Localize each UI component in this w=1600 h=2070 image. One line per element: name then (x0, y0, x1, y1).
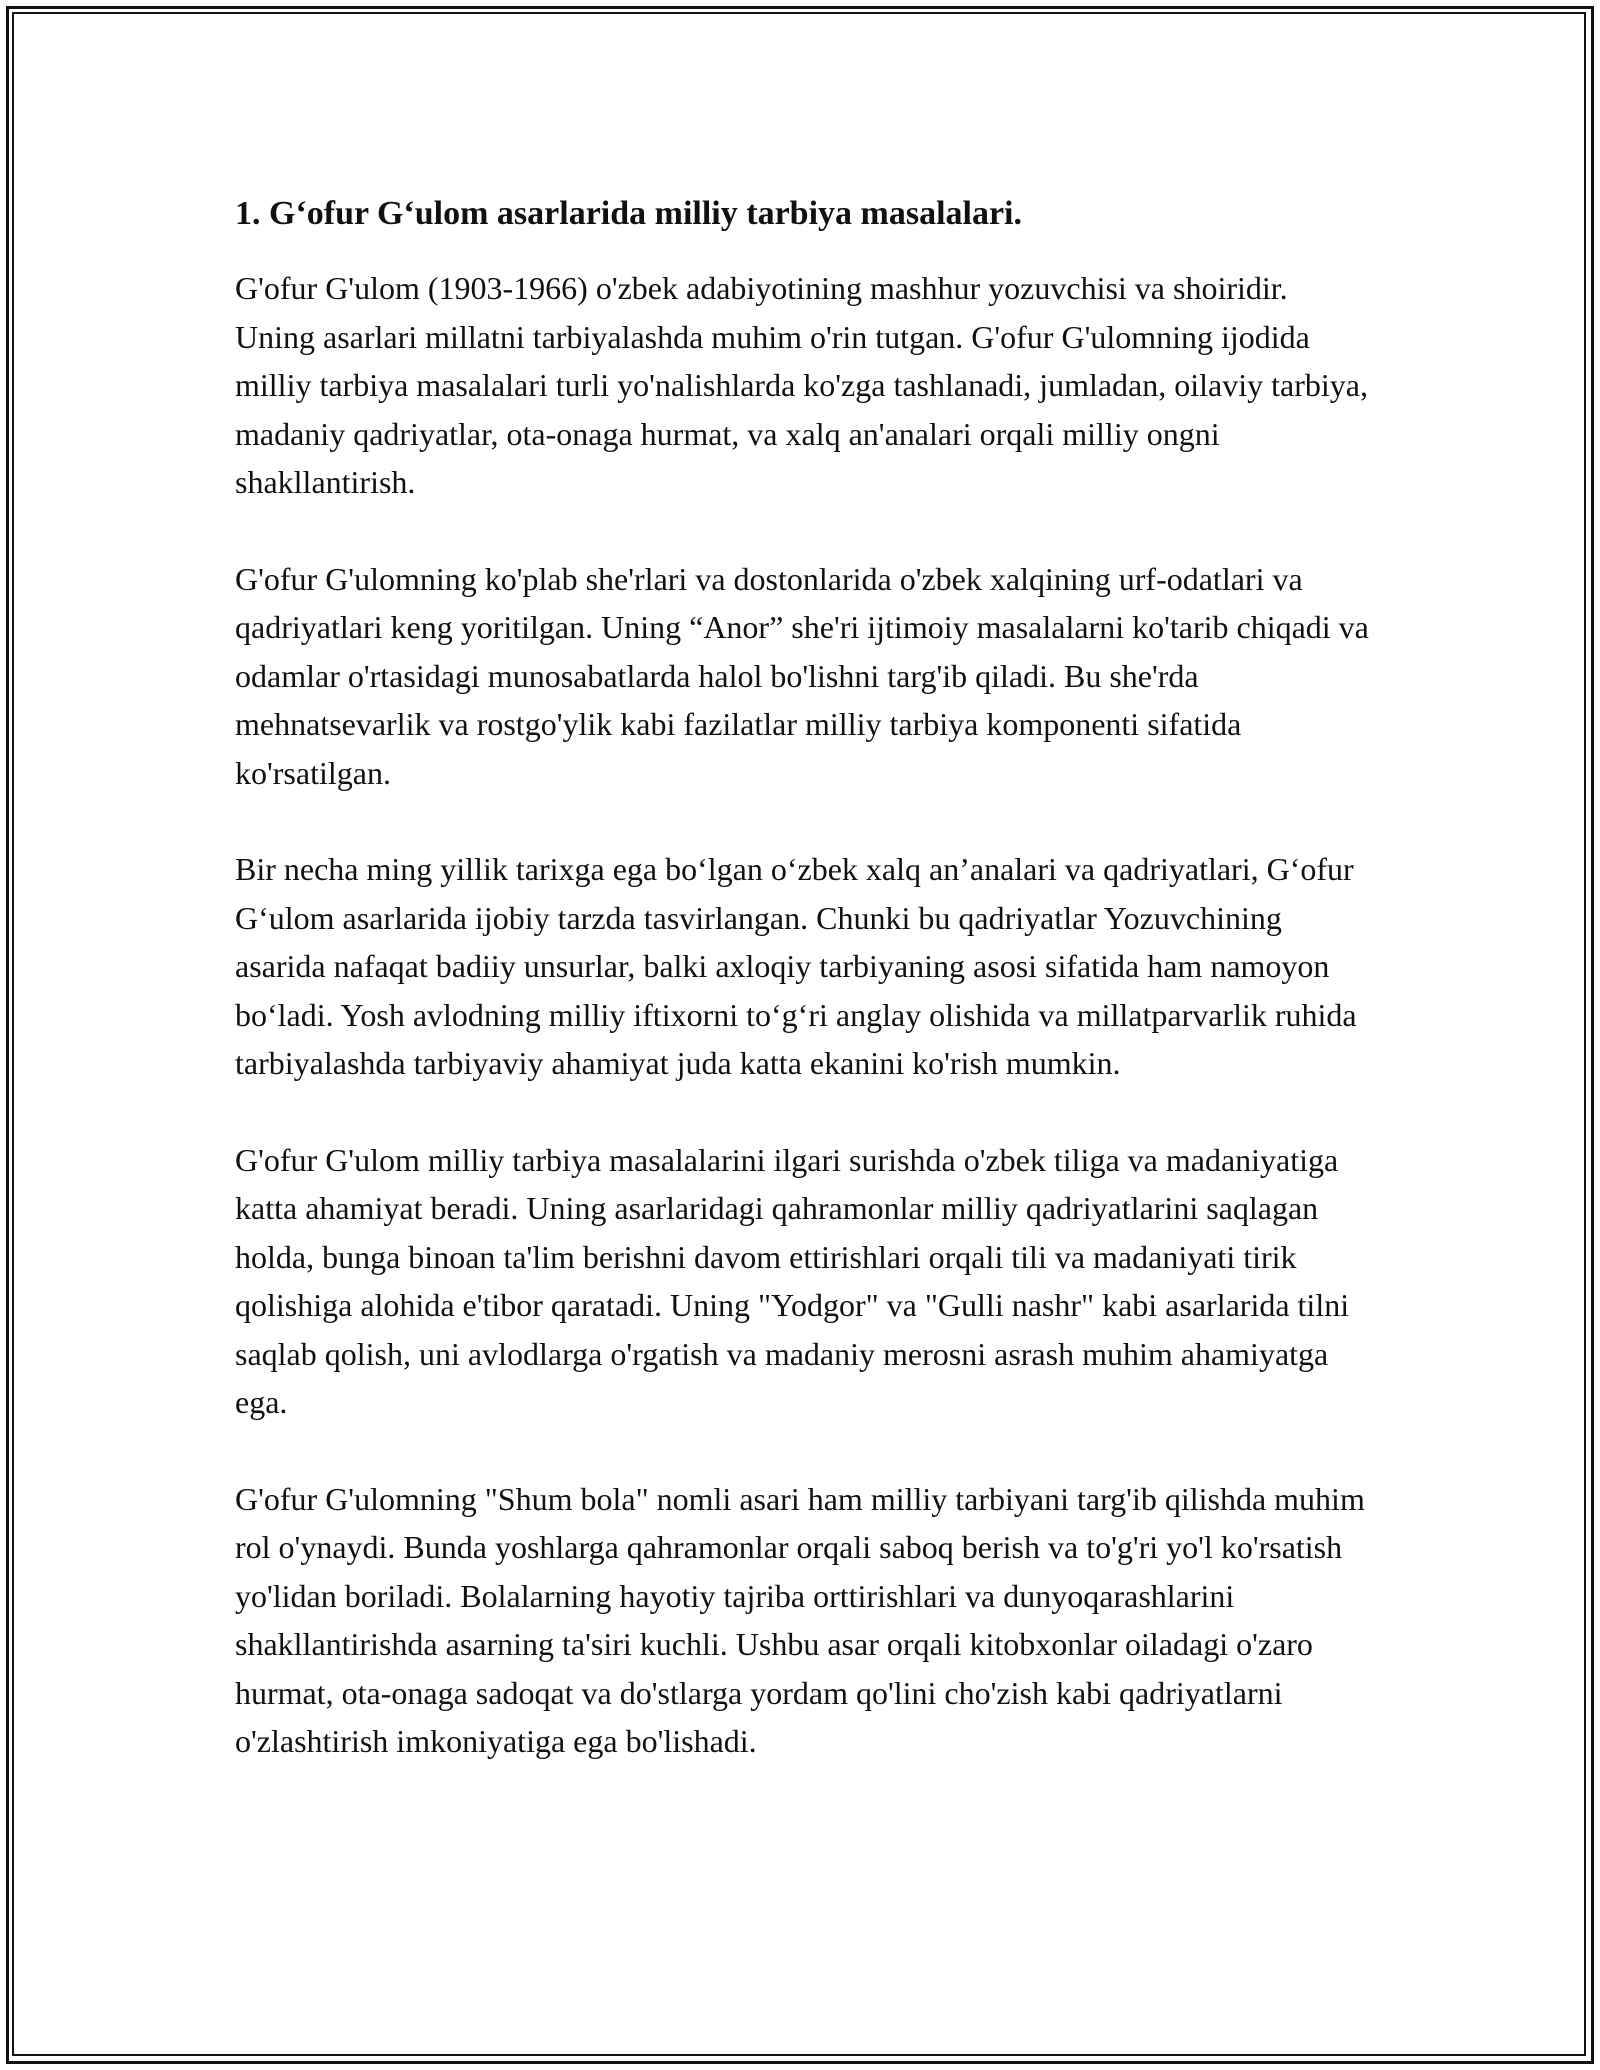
paragraph-1: G'ofur G'ulom (1903-1966) o'zbek adabiyotining mashhur yozuvchisi va shoiridir. Uning asarlari millatni tarbiyalashda muhim o'rin tutgan. G'ofur G'ulomning ijodida milliy tarbiya masalalari turli yo'nalishlarda ko'zga tashlanadi, jumladan, oilaviy tarbiya, madaniy qadriyatlar, ota-onaga hurmat, va xalq an'analari orqali milliy ongni shakllantirish. (235, 270, 1368, 500)
paragraph-5: G'ofur G'ulomning "Shum bola" nomli asari ham milliy tarbiyani targ'ib qilishda muhim rol o'ynaydi. Bunda yoshlarga qahramonlar orqali saboq berish va to'g'ri yo'l ko'rsatish yo'lidan boriladi. Bolalarning hayotiy tajriba orttirishlari va dunyoqarashlarini shakllantirishda asarning ta'siri kuchli. Ushbu asar orqali kitobxonlar oiladagi o'zaro hurmat, ota-onaga sadoqat va do'stlarga yordam qo'lini cho'zish kabi qadriyatlarni o'zlashtirish imkoniyatiga ega bo'lishadi. (235, 1480, 1365, 1759)
paragraph-2: G'ofur G'ulomning ko'plab she'rlari va dostonlarida o'zbek xalqining urf-odatlari va qadriyatlari keng yoritilgan. Uning “Anor” she'ri ijtimoiy masalalarni ko'tarib chiqadi va odamlar o'rtasidagi munosabatlarda halol bo'lishni targ'ib qiladi. Bu she'rda mehnatsevarlik va rostgo'ylik kabi fazilatlar milliy tarbiya komponenti sifatida ko'rsatilgan. (235, 560, 1369, 791)
document-body (235, 190, 1370, 1814)
page-title: 1. G‘ofur G‘ulom asarlarida milliy tarbiya masalalari. (235, 195, 1022, 232)
paragraph-3: Bir necha ming yillik tarixga ega bo‘lgan o‘zbek xalq an’analari va qadriyatlari, G‘ofur G‘ulom asarlarida ijobiy tarzda tasvirlangan. Chunki bu qadriyatlar Yozuvchining asarida nafaqat badiiy unsurlar, balki axloqiy tarbiyaning asosi sifatida ham namoyon bo‘ladi. Yosh avlodning milliy iftixorni to‘g‘ri anglay olishida va millatparvarlik ruhida tarbiyalashda tarbiyaviy ahamiyat juda katta ekanini ko'rish mumkin. (235, 851, 1357, 1081)
paragraph-4: G'ofur G'ulom milliy tarbiya masalalarini ilgari surishda o'zbek tiliga va madaniyatiga katta ahamiyat beradi. Uning asarlaridagi qahramonlar milliy qadriyatlarini saqlagan holda, bunga binoan ta'lim berishni davom ettirishlari orqali tili va madaniyati tirik qolishiga alohida e'tibor qaratadi. Uning "Yodgor" va "Gulli nashr" kabi asarlarida tilni saqlab qolish, uni avlodlarga o'rgatish va madaniy merosni asrash muhim ahamiyatga ega. (235, 1141, 1350, 1420)
